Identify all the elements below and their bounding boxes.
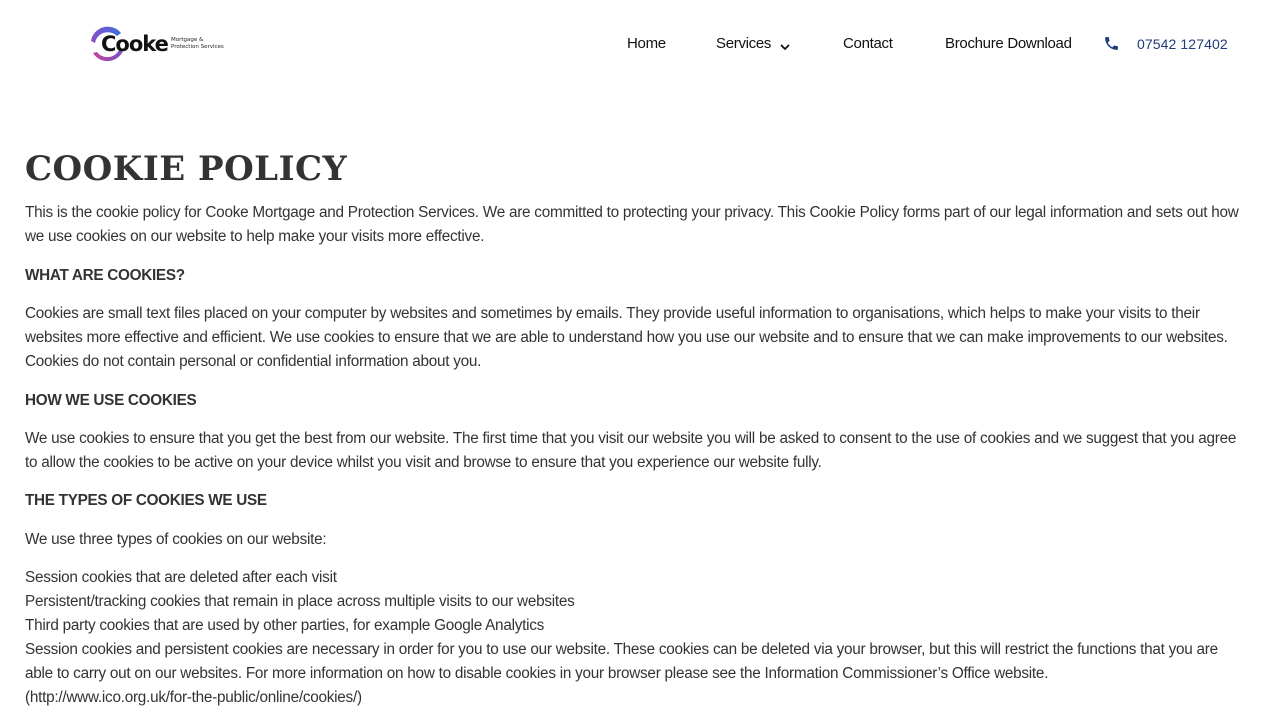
chevron-down-icon[interactable]	[780, 39, 790, 49]
section-body-how-we-use-cookies: We use cookies to ensure that you get the best from our website. The first time that you visit our website you will be asked to consent to the use of cookies and we suggest that you agree to allow the cookies to be active on your device whilst you visit and browse to ensure that you experience our website fully.	[25, 430, 1237, 471]
hands-logo-icon	[87, 25, 168, 65]
logo-tagline	[171, 37, 224, 51]
phone-icon	[1103, 35, 1120, 52]
section-body-types-of-cookies: We use three types of cookies on our website:	[25, 531, 327, 548]
section-heading-how-we-use-cookies: HOW WE USE COOKIES	[25, 392, 197, 409]
list-item: Session cookies and persistent cookies are necessary in order for you to use our website. These cookies can be deleted via your browser, but this will restrict the functions that you are able to carry out on our websites. For more information on how to disable cookies in your browser please see the Information Commissioner’s Office website.	[25, 641, 1218, 682]
list-item: Third party cookies that are used by other parties, for example Google Analytics	[25, 617, 545, 634]
ico-url-text: (http://www.ico.org.uk/for-the-public/online/cookies/)	[25, 689, 362, 706]
section-heading-types-of-cookies: THE TYPES OF COOKIES WE USE	[25, 492, 267, 509]
cookie-policy-content	[25, 140, 1255, 706]
nav-services[interactable]	[716, 35, 790, 53]
nav-contact[interactable]: Contact	[843, 35, 893, 52]
logo-wordmark: Cooke	[101, 32, 168, 56]
cookie-types-list	[25, 566, 1240, 710]
phone-number: 07542 127402	[1137, 35, 1228, 52]
page-title: COOKIE POLICY	[25, 149, 348, 189]
site-header	[0, 0, 1280, 90]
logo-tagline-line2: Protection Services	[171, 44, 224, 50]
nav-services-label: Services	[716, 35, 772, 52]
section-heading-what-are-cookies: WHAT ARE COOKIES?	[25, 267, 185, 284]
nav-home[interactable]: Home	[627, 35, 666, 52]
intro-paragraph: This is the cookie policy for Cooke Mortgage and Protection Services. We are committed to protecting your privacy. This Cookie Policy forms part of our legal information and sets out how we use cookies on our website to help make your visits more effective.	[25, 204, 1239, 245]
section-body-what-are-cookies: Cookies are small text files placed on your computer by websites and sometimes by emails. They provide useful information to organisations, which helps to make your visits to their websites more effective and efficient. We use cookies to ensure that we are able to understand how you use our website and to ensure that we can make improvements to our websites. Cookies do not contain personal or confidential information about you.	[25, 305, 1228, 370]
list-item: Session cookies that are deleted after each visit	[25, 569, 337, 586]
nav-brochure-download[interactable]: Brochure Download	[945, 35, 1072, 52]
list-item: Persistent/tracking cookies that remain in place across multiple visits to our websites	[25, 593, 575, 610]
site-logo[interactable]	[87, 24, 224, 66]
logo-tagline-line1: Mortgage &	[171, 37, 204, 43]
phone-link[interactable]	[1103, 35, 1228, 52]
